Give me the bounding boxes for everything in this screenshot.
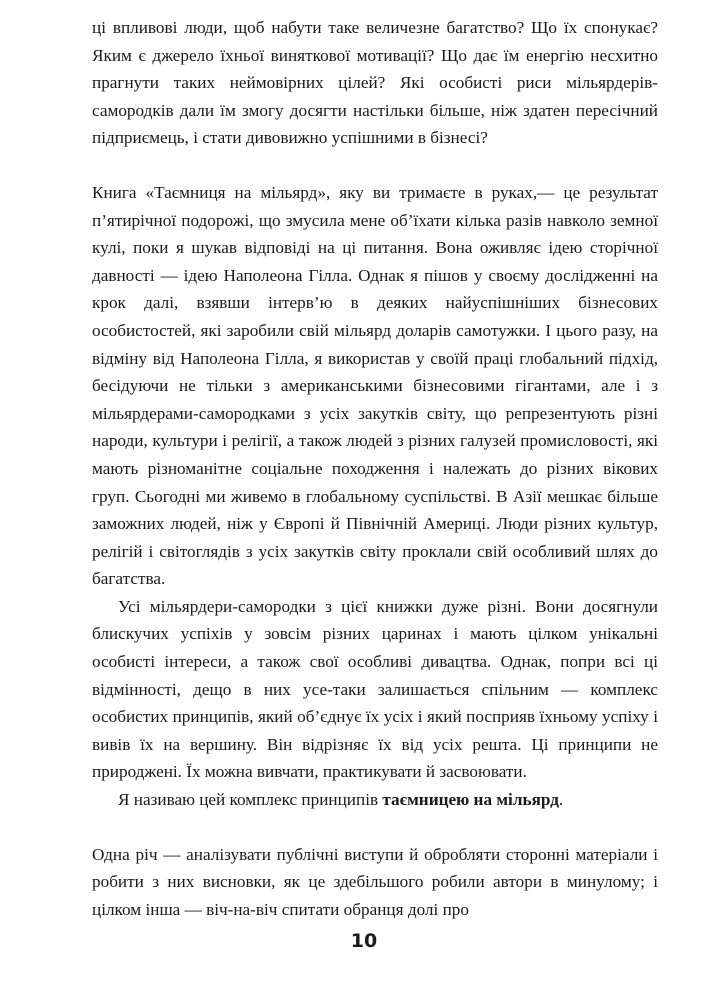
paragraph-secret-definition (92, 786, 658, 814)
secret-definition-lead: Я називаю цей комплекс принципів (118, 790, 383, 810)
page-body (92, 14, 658, 923)
paragraph-billionaires-differences: Усі мільярдери-самородки з цієї книжки дуже різні. Вони досягнули блискучих успіхів у зовсім різних царинах і мають цілком унікальні особисті інтереси, а також свої особливі дивацтва. Однак, попри всі ці відмінності, дещо в них усе-таки залишається спільним — комплекс особистих принципів, який об’єднує їх усіх і який посприяв їхньому успіху і вивів їх на вершину. Він відрізняє їх від усіх решта. Ці принципи не природжені. Їх можна вивчати, практикувати й засвоювати. (92, 596, 658, 782)
page-number: 10 (350, 930, 378, 952)
secret-term-bold: таємницею на мільярд (382, 790, 559, 810)
paragraph-intro-questions: ці впливові люди, щоб набути таке величезне багатство? Що їх спонукає? Яким є джерело їхньої виняткової мотивації? Що дає їм енергію несхитно прагнути таких неймовірних цілей? Які особисті риси мільярдерів-самородків дали їм змогу досягти настільки більше, ніж здатен пересічний підприємець, і стати дивовижно успішними в бізнесі? (92, 18, 658, 148)
section-gap (92, 814, 658, 841)
section-gap (92, 152, 658, 179)
paragraph-book-description: Книга «Таємниця на мільярд», яку ви тримаєте в руках,— це результат п’ятирічної подорожі, що змусила мене об’їхати кілька разів навколо земної кулі, поки я шукав відповіді на ці питання. Вона оживляє ідею сторічної давності — ідею Наполеона Гілла. Однак я пішов у своєму дослідженні на крок далі, взявши інтерв’ю в деяких найуспішніших бізнесових особистостей, які заробили свій мільярд доларів самотужки. І цього разу, на відміну від Наполеона Гілла, я використав у своїй праці глобальний підхід, бесідуючи не тільки з американськими бізнесовими гігантами, але і з мільярдерами-самородками з усіх закутків світу, що репрезентують різні народи, культури і релігії, а також людей з різних галузей промисловості, які мають різноманітне соціальне походження і належать до різних вікових груп. Сьогодні ми живемо в глобальному суспільстві. В Азії мешкає більше заможних людей, ніж у Європі й Північній Америці. Люди різних культур, релігій і світоглядів з усіх закутків світу проклали свій особливий шлях до багатства. (92, 182, 658, 589)
paragraph-analysis-method: Одна річ — аналізувати публічні виступи й обробляти сторонні матеріали і робити з них висновки, як це здебільшого робили автори в минулому; і цілком інша — віч-на-віч спитати обранця долі про (92, 844, 658, 919)
secret-definition-tail: . (558, 790, 564, 810)
